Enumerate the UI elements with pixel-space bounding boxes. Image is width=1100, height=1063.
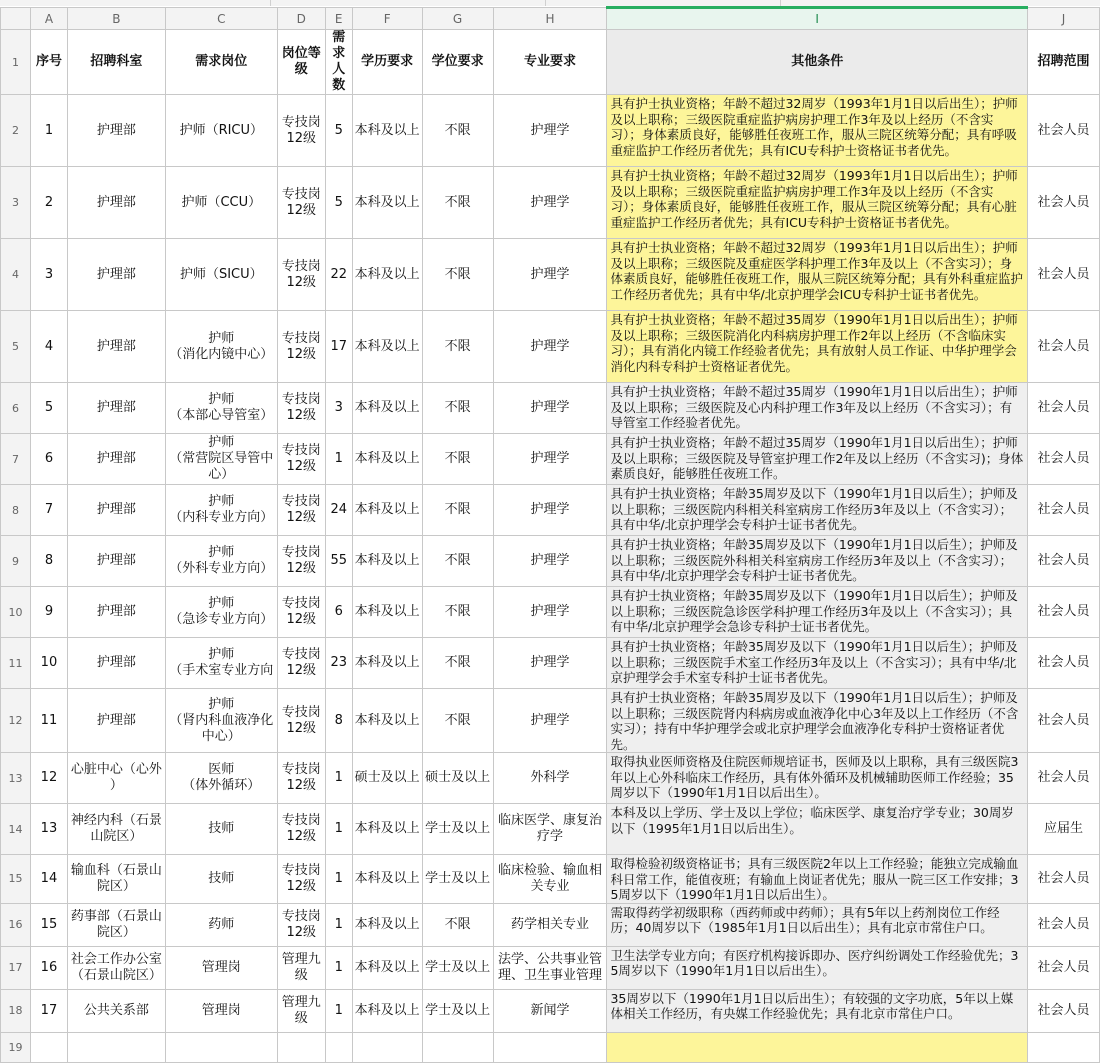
empty-cell[interactable] bbox=[422, 1032, 493, 1062]
education-cell[interactable]: 本科及以上 bbox=[352, 804, 422, 855]
degree-cell[interactable]: 硕士及以上 bbox=[422, 753, 493, 804]
conditions-cell[interactable]: 具有护士执业资格；年龄不超过35周岁（1990年1月1日以后出生）；护师及以上职称；三级医院及导管室护理工作2年及以上经历（不含实习)；身体素质良好，能够胜任夜班工作。 bbox=[607, 434, 1028, 485]
table-row bbox=[1, 383, 1100, 434]
education-cell[interactable]: 本科及以上 bbox=[352, 689, 422, 753]
serial-cell[interactable]: 3 bbox=[30, 239, 67, 311]
scope-cell[interactable]: 社会人员 bbox=[1027, 753, 1099, 804]
column-header-i[interactable]: I bbox=[607, 8, 1028, 30]
row-number[interactable]: 9 bbox=[1, 536, 31, 587]
grade-cell[interactable]: 专技岗 12级 bbox=[277, 753, 325, 804]
position-cell[interactable]: 护师（SICU） bbox=[165, 239, 277, 311]
department-cell[interactable]: 神经内科（石景 山院区） bbox=[67, 804, 165, 855]
department-cell[interactable]: 心脏中心（心外 ） bbox=[67, 753, 165, 804]
grade-cell[interactable]: 专技岗 12级 bbox=[277, 587, 325, 638]
conditions-cell[interactable]: 具有护士执业资格；年龄不超过32周岁（1993年1月1日以后出生）；护师及以上职称；三级医院重症监护病房护理工作3年及以上经历（不含实习）；身体素质良好，能够胜任夜班工作，服从三院区统筹分配；具有呼吸重症监护工作经历者优先；具有ICU专科护士资格证书者优先。 bbox=[607, 95, 1028, 167]
position-cell[interactable]: 护师 （急诊专业方向） bbox=[165, 587, 277, 638]
grade-cell[interactable]: 专技岗 12级 bbox=[277, 311, 325, 383]
position-cell[interactable]: 护师 （外科专业方向） bbox=[165, 536, 277, 587]
table-row bbox=[1, 689, 1100, 753]
column-header-row bbox=[1, 8, 1100, 30]
quantity-cell[interactable]: 24 bbox=[325, 485, 352, 536]
row-number[interactable]: 6 bbox=[1, 383, 31, 434]
sheet-grid[interactable] bbox=[0, 6, 1100, 1063]
quantity-cell[interactable]: 23 bbox=[325, 638, 352, 689]
serial-cell[interactable]: 9 bbox=[30, 587, 67, 638]
table-row bbox=[1, 536, 1100, 587]
column-header-b[interactable]: B bbox=[67, 8, 165, 30]
scope-cell[interactable]: 应届生 bbox=[1027, 804, 1099, 855]
grade-cell[interactable]: 管理九 级 bbox=[277, 946, 325, 989]
row-number[interactable]: 15 bbox=[1, 855, 31, 904]
row-number[interactable]: 11 bbox=[1, 638, 31, 689]
grade-cell[interactable]: 专技岗 12级 bbox=[277, 167, 325, 239]
position-cell[interactable]: 技师 bbox=[165, 804, 277, 855]
department-cell[interactable]: 护理部 bbox=[67, 239, 165, 311]
header-cell[interactable]: 需求岗位 bbox=[165, 30, 277, 95]
quantity-cell[interactable]: 22 bbox=[325, 239, 352, 311]
scope-cell[interactable]: 社会人员 bbox=[1027, 638, 1099, 689]
empty-cell[interactable] bbox=[67, 1032, 165, 1062]
degree-cell[interactable]: 不限 bbox=[422, 311, 493, 383]
major-cell[interactable]: 护理学 bbox=[493, 383, 607, 434]
empty-cell[interactable] bbox=[30, 1032, 67, 1062]
empty-cell[interactable] bbox=[607, 1032, 1028, 1062]
serial-cell[interactable]: 16 bbox=[30, 946, 67, 989]
header-cell[interactable]: 学历要求 bbox=[352, 30, 422, 95]
degree-cell[interactable]: 不限 bbox=[422, 434, 493, 485]
grade-cell[interactable]: 专技岗 12级 bbox=[277, 485, 325, 536]
serial-cell[interactable]: 13 bbox=[30, 804, 67, 855]
table-row bbox=[1, 946, 1100, 989]
education-cell[interactable]: 本科及以上 bbox=[352, 434, 422, 485]
empty-cell[interactable] bbox=[1027, 1032, 1099, 1062]
quantity-cell[interactable]: 1 bbox=[325, 434, 352, 485]
education-cell[interactable]: 本科及以上 bbox=[352, 989, 422, 1032]
quantity-cell[interactable]: 17 bbox=[325, 311, 352, 383]
conditions-cell[interactable]: 取得执业医师资格及住院医师规培证书，医师及以上职称，具有三级医院3年以上心外科临床工作经历，具有体外循环及机械辅助医师工作经验；35周岁以下（1990年1月1日以后出生）。 bbox=[607, 753, 1028, 804]
department-cell[interactable]: 护理部 bbox=[67, 485, 165, 536]
degree-cell[interactable]: 不限 bbox=[422, 383, 493, 434]
row-number[interactable]: 7 bbox=[1, 434, 31, 485]
position-cell[interactable]: 技师 bbox=[165, 855, 277, 904]
row-number[interactable]: 19 bbox=[1, 1032, 31, 1062]
header-cell[interactable]: 序号 bbox=[30, 30, 67, 95]
major-cell[interactable]: 外科学 bbox=[493, 753, 607, 804]
column-header-d[interactable]: D bbox=[277, 8, 325, 30]
major-cell[interactable]: 药学相关专业 bbox=[493, 903, 607, 946]
degree-cell[interactable]: 不限 bbox=[422, 903, 493, 946]
header-cell[interactable]: 其他条件 bbox=[607, 30, 1028, 95]
education-cell[interactable]: 本科及以上 bbox=[352, 903, 422, 946]
row-number[interactable]: 4 bbox=[1, 239, 31, 311]
conditions-cell[interactable]: 需取得药学初级职称（西药师或中药师）；具有5年以上药剂岗位工作经历；40周岁以下（1985年1月1日以后出生）；具有北京市常住户口。 bbox=[607, 903, 1028, 946]
degree-cell[interactable]: 学士及以上 bbox=[422, 804, 493, 855]
scope-cell[interactable]: 社会人员 bbox=[1027, 587, 1099, 638]
department-cell[interactable]: 公共关系部 bbox=[67, 989, 165, 1032]
conditions-cell[interactable]: 具有护士执业资格；年龄35周岁及以下（1990年1月1日以后生）；护师及以上职称；三级医院外科相关科室病房工作经历3年及以上（不含实习）；具有中华/北京护理学会专科护士证书者优先。 bbox=[607, 536, 1028, 587]
grade-cell[interactable]: 专技岗 12级 bbox=[277, 95, 325, 167]
department-cell[interactable]: 社会工作办公室 （石景山院区） bbox=[67, 946, 165, 989]
scope-cell[interactable]: 社会人员 bbox=[1027, 239, 1099, 311]
major-cell[interactable]: 护理学 bbox=[493, 689, 607, 753]
conditions-cell[interactable]: 具有护士执业资格；年龄不超过32周岁（1993年1月1日以后出生）；护师及以上职称；三级医院及重症医学科护理工作3年及以上（不含实习）；身体素质良好，能够胜任夜班工作，服从三院区统筹分配；具有外科重症监护工作经历者优先；具有中华/北京护理学会ICU专科护士证书者优先。 bbox=[607, 239, 1028, 311]
table-header-row bbox=[1, 30, 1100, 95]
position-cell[interactable]: 护师 （内科专业方向） bbox=[165, 485, 277, 536]
position-cell[interactable]: 医师 （体外循环） bbox=[165, 753, 277, 804]
serial-cell[interactable]: 4 bbox=[30, 311, 67, 383]
quantity-cell[interactable]: 1 bbox=[325, 753, 352, 804]
scope-cell[interactable]: 社会人员 bbox=[1027, 311, 1099, 383]
scope-cell[interactable]: 社会人员 bbox=[1027, 989, 1099, 1032]
position-cell[interactable]: 管理岗 bbox=[165, 946, 277, 989]
serial-cell[interactable]: 15 bbox=[30, 903, 67, 946]
major-cell[interactable]: 新闻学 bbox=[493, 989, 607, 1032]
column-header-g[interactable]: G bbox=[422, 8, 493, 30]
major-cell[interactable]: 护理学 bbox=[493, 485, 607, 536]
grade-cell[interactable]: 专技岗 12级 bbox=[277, 804, 325, 855]
department-cell[interactable]: 护理部 bbox=[67, 383, 165, 434]
scope-cell[interactable]: 社会人员 bbox=[1027, 434, 1099, 485]
scope-cell[interactable]: 社会人员 bbox=[1027, 95, 1099, 167]
quantity-cell[interactable]: 8 bbox=[325, 689, 352, 753]
conditions-cell[interactable]: 卫生法学专业方向；有医疗机构接诉即办、医疗纠纷调处工作经验优先；35周岁以下（1990年1月1日以后出生）。 bbox=[607, 946, 1028, 989]
grade-cell[interactable]: 专技岗 12级 bbox=[277, 434, 325, 485]
row-number[interactable]: 12 bbox=[1, 689, 31, 753]
education-cell[interactable]: 本科及以上 bbox=[352, 311, 422, 383]
department-cell[interactable]: 护理部 bbox=[67, 434, 165, 485]
education-cell[interactable]: 本科及以上 bbox=[352, 536, 422, 587]
grade-cell[interactable]: 专技岗 12级 bbox=[277, 536, 325, 587]
row-number[interactable]: 8 bbox=[1, 485, 31, 536]
position-cell[interactable]: 护师 （本部心导管室） bbox=[165, 383, 277, 434]
position-cell[interactable]: 护师（CCU） bbox=[165, 167, 277, 239]
major-cell[interactable]: 护理学 bbox=[493, 311, 607, 383]
department-cell[interactable]: 护理部 bbox=[67, 167, 165, 239]
grade-cell[interactable]: 专技岗 12级 bbox=[277, 638, 325, 689]
department-cell[interactable]: 护理部 bbox=[67, 587, 165, 638]
quantity-cell[interactable]: 55 bbox=[325, 536, 352, 587]
conditions-cell[interactable]: 取得检验初级资格证书；具有三级医院2年以上工作经验；能独立完成输血科日常工作，能值夜班；有输血上岗证者优先；服从一院三区工作安排；35周岁以下（1990年1月1日以后出生）。 bbox=[607, 855, 1028, 904]
table-row bbox=[1, 989, 1100, 1032]
table-row bbox=[1, 753, 1100, 804]
row-number[interactable]: 14 bbox=[1, 804, 31, 855]
select-all-corner[interactable] bbox=[1, 8, 31, 30]
education-cell[interactable]: 本科及以上 bbox=[352, 239, 422, 311]
quantity-cell[interactable]: 3 bbox=[325, 383, 352, 434]
position-cell[interactable]: 护师 （消化内镜中心） bbox=[165, 311, 277, 383]
serial-cell[interactable]: 1 bbox=[30, 95, 67, 167]
header-cell[interactable]: 专业要求 bbox=[493, 30, 607, 95]
quantity-cell[interactable]: 1 bbox=[325, 989, 352, 1032]
quantity-cell[interactable]: 5 bbox=[325, 95, 352, 167]
scope-cell[interactable]: 社会人员 bbox=[1027, 946, 1099, 989]
degree-cell[interactable]: 不限 bbox=[422, 485, 493, 536]
serial-cell[interactable]: 11 bbox=[30, 689, 67, 753]
department-cell[interactable]: 护理部 bbox=[67, 638, 165, 689]
major-cell[interactable]: 护理学 bbox=[493, 167, 607, 239]
table-row bbox=[1, 855, 1100, 904]
education-cell[interactable]: 本科及以上 bbox=[352, 587, 422, 638]
empty-cell[interactable] bbox=[352, 1032, 422, 1062]
row-number[interactable]: 5 bbox=[1, 311, 31, 383]
scope-cell[interactable]: 社会人员 bbox=[1027, 536, 1099, 587]
row-number[interactable]: 2 bbox=[1, 95, 31, 167]
major-cell[interactable]: 护理学 bbox=[493, 239, 607, 311]
header-cell[interactable]: 需求人数 bbox=[325, 30, 352, 95]
table-row bbox=[1, 95, 1100, 167]
position-cell[interactable]: 药师 bbox=[165, 903, 277, 946]
column-header-e[interactable]: E bbox=[325, 8, 352, 30]
column-header-f[interactable]: F bbox=[352, 8, 422, 30]
conditions-cell[interactable]: 具有护士执业资格；年龄35周岁及以下（1990年1月1日以后生）；护师及以上职称；三级医院肾内科病房或血液净化中心3年及以上工作经历（不含实习）；持有中华护理学会或北京护理学会血液净化专科护士资格证者优先。 bbox=[607, 689, 1028, 753]
department-cell[interactable]: 药事部（石景山 院区） bbox=[67, 903, 165, 946]
serial-cell[interactable]: 2 bbox=[30, 167, 67, 239]
conditions-cell[interactable]: 具有护士执业资格；年龄35周岁及以下（1990年1月1日以后生）；护师及以上职称；三级医院内科相关科室病房工作经历3年及以上（不含实习）；具有中华/北京护理学会专科护士证书者优先。 bbox=[607, 485, 1028, 536]
quantity-cell[interactable]: 5 bbox=[325, 167, 352, 239]
conditions-cell[interactable]: 具有护士执业资格；年龄不超过35周岁（1990年1月1日以后出生）；护师及以上职称；三级医院消化内科病房护理工作2年以上经历（不含临床实习）；具有消化内镜工作经验者优先；具有放射人员工作证、中华护理学会消化内科专科护士资格证者优先。 bbox=[607, 311, 1028, 383]
serial-cell[interactable]: 7 bbox=[30, 485, 67, 536]
scope-cell[interactable]: 社会人员 bbox=[1027, 167, 1099, 239]
table-row bbox=[1, 638, 1100, 689]
degree-cell[interactable]: 学士及以上 bbox=[422, 946, 493, 989]
grade-cell[interactable]: 专技岗 12级 bbox=[277, 903, 325, 946]
department-cell[interactable]: 护理部 bbox=[67, 689, 165, 753]
major-cell[interactable]: 临床检验、输血相 关专业 bbox=[493, 855, 607, 904]
conditions-cell[interactable]: 本科及以上学历、学士及以上学位；临床医学、康复治疗学专业；30周岁以下（1995年1月1日以后出生）。 bbox=[607, 804, 1028, 855]
conditions-cell[interactable]: 具有护士执业资格；年龄不超过32周岁（1993年1月1日以后出生）；护师及以上职称；三级医院重症监护病房护理工作3年及以上经历（不含实习）；身体素质良好，能够胜任夜班工作，服从三院区统筹分配；具有心脏重症监护工作经历者优先；具有ICU专科护士资格证书者优先。 bbox=[607, 167, 1028, 239]
quantity-cell[interactable]: 1 bbox=[325, 946, 352, 989]
major-cell[interactable]: 护理学 bbox=[493, 536, 607, 587]
table-row bbox=[1, 434, 1100, 485]
major-cell[interactable]: 护理学 bbox=[493, 434, 607, 485]
row-number[interactable]: 10 bbox=[1, 587, 31, 638]
position-cell[interactable]: 管理岗 bbox=[165, 989, 277, 1032]
conditions-cell[interactable]: 具有护士执业资格；年龄35周岁及以下（1990年1月1日以后生）；护师及以上职称；三级医院急诊医学科护理工作经历3年及以上（不含实习）；具有中华/北京护理学会急诊专科护士证书者优先。 bbox=[607, 587, 1028, 638]
table-row bbox=[1, 485, 1100, 536]
education-cell[interactable]: 本科及以上 bbox=[352, 95, 422, 167]
education-cell[interactable]: 本科及以上 bbox=[352, 638, 422, 689]
serial-cell[interactable]: 17 bbox=[30, 989, 67, 1032]
education-cell[interactable]: 本科及以上 bbox=[352, 485, 422, 536]
education-cell[interactable]: 本科及以上 bbox=[352, 383, 422, 434]
table-row bbox=[1, 587, 1100, 638]
table-row bbox=[1, 804, 1100, 855]
empty-cell[interactable] bbox=[165, 1032, 277, 1062]
position-cell[interactable]: 护师（RICU） bbox=[165, 95, 277, 167]
education-cell[interactable]: 本科及以上 bbox=[352, 946, 422, 989]
quantity-cell[interactable]: 1 bbox=[325, 855, 352, 904]
degree-cell[interactable]: 不限 bbox=[422, 95, 493, 167]
degree-cell[interactable]: 不限 bbox=[422, 536, 493, 587]
row-number[interactable]: 1 bbox=[1, 30, 31, 95]
serial-cell[interactable]: 12 bbox=[30, 753, 67, 804]
empty-cell[interactable] bbox=[277, 1032, 325, 1062]
grade-cell[interactable]: 专技岗 12级 bbox=[277, 855, 325, 904]
degree-cell[interactable]: 不限 bbox=[422, 638, 493, 689]
serial-cell[interactable]: 10 bbox=[30, 638, 67, 689]
department-cell[interactable]: 护理部 bbox=[67, 536, 165, 587]
table-row bbox=[1, 167, 1100, 239]
header-cell[interactable]: 学位要求 bbox=[422, 30, 493, 95]
grade-cell[interactable]: 管理九 级 bbox=[277, 989, 325, 1032]
row-number[interactable]: 3 bbox=[1, 167, 31, 239]
position-cell[interactable]: 护师 （常营院区导管中 心） bbox=[165, 434, 277, 485]
major-cell[interactable]: 护理学 bbox=[493, 95, 607, 167]
grade-cell[interactable]: 专技岗 12级 bbox=[277, 239, 325, 311]
position-cell[interactable]: 护师 （肾内科血液净化 中心） bbox=[165, 689, 277, 753]
serial-cell[interactable]: 8 bbox=[30, 536, 67, 587]
degree-cell[interactable]: 不限 bbox=[422, 689, 493, 753]
degree-cell[interactable]: 不限 bbox=[422, 167, 493, 239]
header-cell[interactable]: 岗位等级 bbox=[277, 30, 325, 95]
serial-cell[interactable]: 6 bbox=[30, 434, 67, 485]
row-number[interactable]: 13 bbox=[1, 753, 31, 804]
degree-cell[interactable]: 不限 bbox=[422, 239, 493, 311]
column-header-h[interactable]: H bbox=[493, 8, 607, 30]
empty-cell[interactable] bbox=[493, 1032, 607, 1062]
grade-cell[interactable]: 专技岗 12级 bbox=[277, 689, 325, 753]
quantity-cell[interactable]: 6 bbox=[325, 587, 352, 638]
quantity-cell[interactable]: 1 bbox=[325, 903, 352, 946]
header-cell[interactable]: 招聘范围 bbox=[1027, 30, 1099, 95]
scope-cell[interactable]: 社会人员 bbox=[1027, 903, 1099, 946]
conditions-cell[interactable]: 具有护士执业资格；年龄不超过35周岁（1990年1月1日以后出生）；护师及以上职称；三级医院及心内科护理工作3年及以上经历（不含实习）；有导管室工作经验者优先。 bbox=[607, 383, 1028, 434]
table-row bbox=[1, 311, 1100, 383]
department-cell[interactable]: 护理部 bbox=[67, 311, 165, 383]
scope-cell[interactable]: 社会人员 bbox=[1027, 689, 1099, 753]
department-cell[interactable]: 输血科（石景山 院区） bbox=[67, 855, 165, 904]
grade-cell[interactable]: 专技岗 12级 bbox=[277, 383, 325, 434]
scope-cell[interactable]: 社会人员 bbox=[1027, 855, 1099, 904]
row-number[interactable]: 17 bbox=[1, 946, 31, 989]
education-cell[interactable]: 本科及以上 bbox=[352, 167, 422, 239]
table-row bbox=[1, 1032, 1100, 1062]
empty-cell[interactable] bbox=[325, 1032, 352, 1062]
row-number[interactable]: 18 bbox=[1, 989, 31, 1032]
major-cell[interactable]: 临床医学、康复治 疗学 bbox=[493, 804, 607, 855]
major-cell[interactable]: 护理学 bbox=[493, 587, 607, 638]
major-cell[interactable]: 护理学 bbox=[493, 638, 607, 689]
education-cell[interactable]: 本科及以上 bbox=[352, 855, 422, 904]
position-cell[interactable]: 护师 （手术室专业方向 bbox=[165, 638, 277, 689]
degree-cell[interactable]: 学士及以上 bbox=[422, 855, 493, 904]
conditions-cell[interactable]: 具有护士执业资格；年龄35周岁及以下（1990年1月1日以后生）；护师及以上职称；三级医院手术室工作经历3年及以上（不含实习）；具有中华/北京护理学会手术室专科护士证书者优先。 bbox=[607, 638, 1028, 689]
conditions-cell[interactable]: 35周岁以下（1990年1月1日以后出生）；有较强的文字功底，5年以上媒体相关工作经历，有央媒工作经验优先；具有北京市常住户口。 bbox=[607, 989, 1028, 1032]
scope-cell[interactable]: 社会人员 bbox=[1027, 383, 1099, 434]
degree-cell[interactable]: 学士及以上 bbox=[422, 989, 493, 1032]
serial-cell[interactable]: 5 bbox=[30, 383, 67, 434]
column-header-a[interactable]: A bbox=[30, 8, 67, 30]
degree-cell[interactable]: 不限 bbox=[422, 587, 493, 638]
column-header-j[interactable]: J bbox=[1027, 8, 1099, 30]
quantity-cell[interactable]: 1 bbox=[325, 804, 352, 855]
header-cell[interactable]: 招聘科室 bbox=[67, 30, 165, 95]
major-cell[interactable]: 法学、公共事业管 理、卫生事业管理 bbox=[493, 946, 607, 989]
table-row bbox=[1, 903, 1100, 946]
table-row bbox=[1, 239, 1100, 311]
scope-cell[interactable]: 社会人员 bbox=[1027, 485, 1099, 536]
education-cell[interactable]: 硕士及以上 bbox=[352, 753, 422, 804]
serial-cell[interactable]: 14 bbox=[30, 855, 67, 904]
row-number[interactable]: 16 bbox=[1, 903, 31, 946]
column-header-c[interactable]: C bbox=[165, 8, 277, 30]
department-cell[interactable]: 护理部 bbox=[67, 95, 165, 167]
